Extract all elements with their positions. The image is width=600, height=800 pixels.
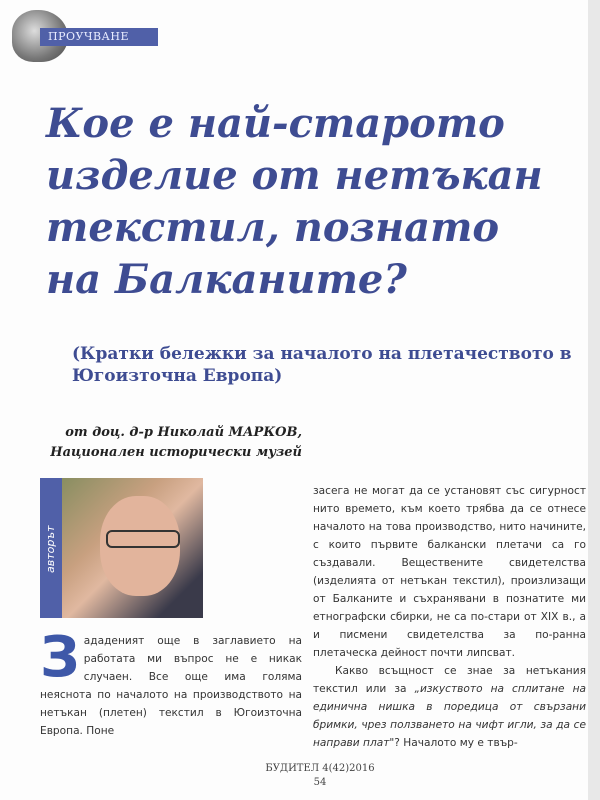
- body-column-right: [313, 482, 586, 752]
- byline: [30, 423, 302, 463]
- drop-cap: З: [40, 625, 80, 690]
- section-label: ПРОУЧВАНЕ: [40, 28, 158, 46]
- body-paragraph: [313, 662, 586, 752]
- author-affiliation: Национален исторически музей: [50, 445, 302, 460]
- issue-label: БУДИТЕЛ 4(42)2016: [265, 763, 375, 774]
- body-text: Какво всъщност се знае за нетъкания текстил или за: [313, 665, 586, 695]
- page-number: 54: [313, 777, 327, 788]
- page-footer: [250, 762, 390, 790]
- author-label-strip: [40, 478, 62, 618]
- author-label: авторът: [44, 525, 57, 573]
- page-edge: [588, 0, 600, 800]
- body-text: ? Началото му е твър-: [394, 737, 518, 749]
- body-text: ададеният още в заглавието на работата ми въпрос не е никак случаен. Все още има голяма неяснота по началото на производството на нетъкан (плетен) текстил в Югоизточна Европа. Поне: [40, 635, 302, 737]
- author-name: от доц. д-р Николай МАРКОВ,: [65, 425, 302, 440]
- quote-text: „изкуството на сплитане на единична нишка в поредица от свързани бримки, чрез ползването на чифт игли, за да се направи плат": [313, 683, 586, 749]
- author-photo: [40, 478, 203, 618]
- article-title: Кое е най-старото изделие от нетъкан текстил, познато на Балканите?: [46, 100, 543, 303]
- body-paragraph: засега не могат да се установят със сигурност нито времето, към което трябва да се отнесе началото на това производство, нито начините, с които първите балкански плетачи са го създавали. Веществените свидетелства (изделията от нетъкан текстил), произлизащи от Балканите и съхранявани в познатите ми етнографски сбирки, не са по-стари от XIX в., а и писмени свидетелства за по-ранна плетаческа дейност почти липсват.: [313, 485, 586, 659]
- body-column-left: [40, 625, 302, 740]
- article-subtitle: (Кратки бележки за началото на плетачеството в Югоизточна Европа): [72, 344, 572, 386]
- glasses-image: [106, 530, 180, 548]
